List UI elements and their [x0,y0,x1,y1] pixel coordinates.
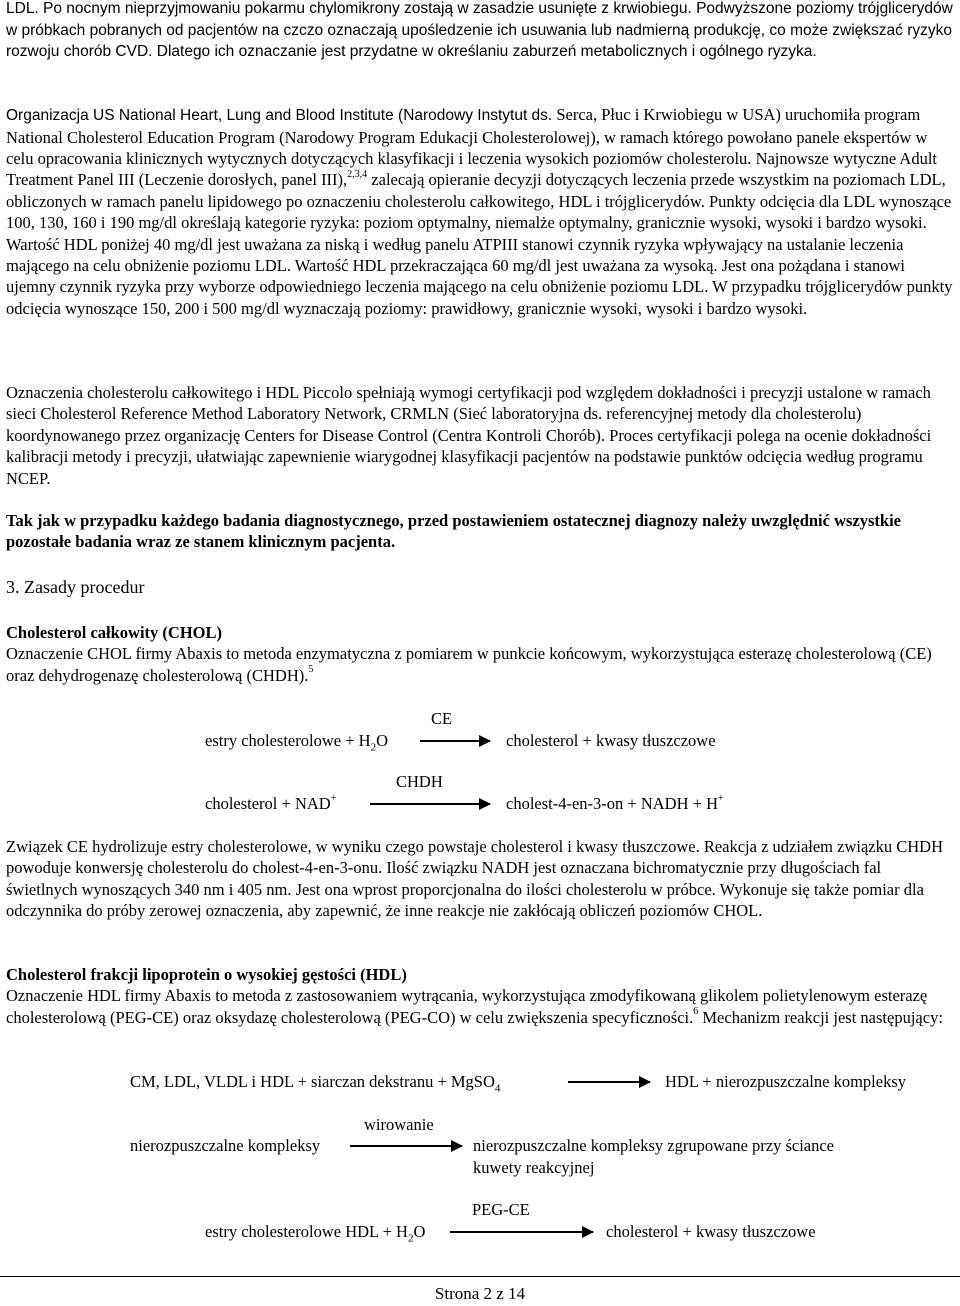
paragraph-text [6,104,954,319]
reaction-arrow [568,1081,650,1083]
paragraph-body: Serca, Płuc i Krwiobiegu w USA) uruchomiła program National Cholesterol Education Program (Narodowy Program Edukacji Cholesterolowej), w ramach którego powołano panele ekspertów w celu opracowania klinicznych wytycznych dotyczących klasyfikacji i leczenia wysokich poziomów cholesterolu. [6,105,928,168]
reaction-left: nierozpuszczalne kompleksy [130,1136,321,1155]
diagnosis-warning [6,510,954,553]
reaction-left: estry cholesterolowe + $H_2O$ [205,731,388,754]
intro-paragraph-2 [6,104,954,319]
reaction-right: cholest-4-en-3-on + NADH + H+ [506,792,724,813]
hdl-section [6,964,954,1028]
reaction-right: cholesterol + kwasy tłuszczowe [506,731,716,750]
paragraph-lead: Organizacja US National Heart, Lung and Blood Institute (Narodowy Instytut ds. [6,107,553,124]
reaction-left: estry cholesterolowe HDL + $H_2O$ [205,1222,426,1245]
reaction-arrow [370,803,490,805]
reaction-left: CM, LDL, VLDL i HDL + siarczan dekstranu + MgSO$_4$ [130,1072,501,1095]
paragraph-text: Oznaczenia cholesterolu całkowitego i HDL Piccolo spełniają wymogi certyfikacji pod względem dokładności i precyzji ustalone w ramach sieci Cholesterol Reference Method Laboratory Network, CRMLN (Sieć laboratoryjna ds. referencyjnej metody dla cholesterolu) koordynowanego przez organizację Centers for Disease Control (Centra Kontroli Chorób). Proces certyfikacji polega na ocenie dokładności kalibracji metody i precyzji, ułatwiając zapewnienie wiarygodnej klasyfikacji pacjentów na podstawie punktów odcięcia według programu NCEP. [6,383,932,488]
reaction-right-cont: kuwety reakcyjnej [473,1158,595,1177]
page-number: Strona 2 z 14 [434,1284,526,1303]
paragraph-body: Najnowsze wytyczne Adult Treatment Panel III (Leczenie dorosłych, panel III), [6,148,938,190]
section-title: 3. Zasady procedur [6,577,145,597]
hdl-heading: Cholesterol frakcji lipoprotein o wysokiej gęstości (HDL) [6,965,407,984]
reaction-arrow [350,1145,462,1147]
chol-heading: Cholesterol całkowity (CHOL) [6,623,223,642]
enzyme-label: CE [431,709,453,728]
reaction-right: nierozpuszczalne kompleksy zgrupowane przy ściance [473,1136,835,1155]
chol-explanation [6,836,954,922]
reaction-arrow [420,740,490,742]
paragraph-text: LDL. Po nocnym nieprzyjmowaniu pokarmu chylomikrony zostają w zasadzie usunięte z krwiobiegu. Podwyższone poziomy trójglicerydów w próbkach pobranych od pacjentów na czczo oznaczają upośledzenie ich usuwania lub nadmierną produkcję, co może zwiększać ryzyko rozwoju chorób CVD. Dlatego ich oznaczanie jest przydatne w określaniu zaburzeń metabolicznych i ogólnego ryzyka. [6,0,953,60]
chol-text [6,643,954,686]
citation-ref: 6 [693,1006,699,1018]
chol-text-body: Oznaczenie CHOL firmy Abaxis to metoda enzymatyczna z pomiarem w punkcie końcowym, wykorzystująca esterazę cholesterolową (CE) oraz dehydrogenazę cholesterolową (CHDH). [6,644,932,685]
warning-text: Tak jak w przypadku każdego badania diagnostycznego, przed postawieniem ostatecznej diagnozy należy uwzględnić wszystkie pozostałe badania wraz ze stanem klinicznym pacjenta. [6,511,902,552]
reaction-right: HDL + nierozpuszczalne kompleksy [665,1072,906,1091]
enzyme-label: wirowanie [364,1115,434,1134]
footer-rule [0,1276,960,1277]
enzyme-label: PEG-CE [472,1200,530,1219]
citation-ref: 5 [308,664,314,676]
hdl-text: Oznaczenie HDL firmy Abaxis to metoda z zastosowaniem wytrącania, wykorzystująca zmodyfikowaną glikolem polietylenowym esterazę cholesterolową (PEG-CE) oraz oksydazę cholesterolową (PEG-CO) w celu zwiększenia specyficzności.$^6$ Mechanizm reakcji jest następujący: [6,986,943,1027]
citation-ref: 2,3,4 [347,168,368,180]
chol-section [6,622,954,686]
paragraph-body: zalecają opieranie decyzji dotyczących leczenia przede wszystkim na poziomach LDL, obliczonych w ramach panelu lipidowego po oznaczeniu cholesterolu całkowitego, HDL i trójglicerydów. Punkty odcięcia dla LDL wynoszące 100, 130, 160 i 190 mg/dl określają kategorie ryzyka: poziom optymalny, niemalże optymalny, granicznie wysoki, wysoki i bardzo wysoki. Wartość HDL poniżej 40 mg/dl jest uważana za niską i według panelu ATPIII stanowi czynnik ryzyka wpływający na ustalanie leczenia mającego na celu obniżenie poziomu LDL. Wartość HDL przekraczająca 60 mg/dl jest uważana za wysoką. Jest ona pożądana i stanowi ujemny czynnik ryzyka przy wyborze odpowiedniego leczenia mającego na celu obniżenie poziomu LDL. W przypadku trójglicerydów punkty odcięcia wynoszące 150, 200 i 500 mg/dl wyznaczają poziomy: prawidłowy, granicznie wysoki, wysoki i bardzo wysoki. [6,170,953,318]
enzyme-label: CHDH [396,772,443,791]
paragraph-text: Związek CE hydrolizuje estry cholesterolowe, w wyniku czego powstaje cholesterol i kwasy tłuszczowe. Reakcja z udziałem związku CHDH powoduje konwersję cholesterolu do cholest-4-en-3-onu. Ilość związku NADH jest oznaczana bichromatycznie przy długościach fal świetlnych wynoszących 340 nm i 405 nm. Jest ona wprost proporcjonalna do ilości cholesterolu w próbce. Wykonuje się także pomiar dla odczynnika do próby zerowej oznaczenia, aby zapewnić, że inne reakcje nie zakłócają obliczeń poziomów CHOL. [6,837,943,921]
intro-paragraph-3 [6,382,954,489]
reaction-arrow [450,1231,593,1233]
section-heading [6,577,954,598]
reaction-left: cholesterol + NAD+ [205,792,337,813]
intro-paragraph-1 [6,0,954,63]
reaction-right: cholesterol + kwasy tłuszczowe [606,1222,816,1241]
